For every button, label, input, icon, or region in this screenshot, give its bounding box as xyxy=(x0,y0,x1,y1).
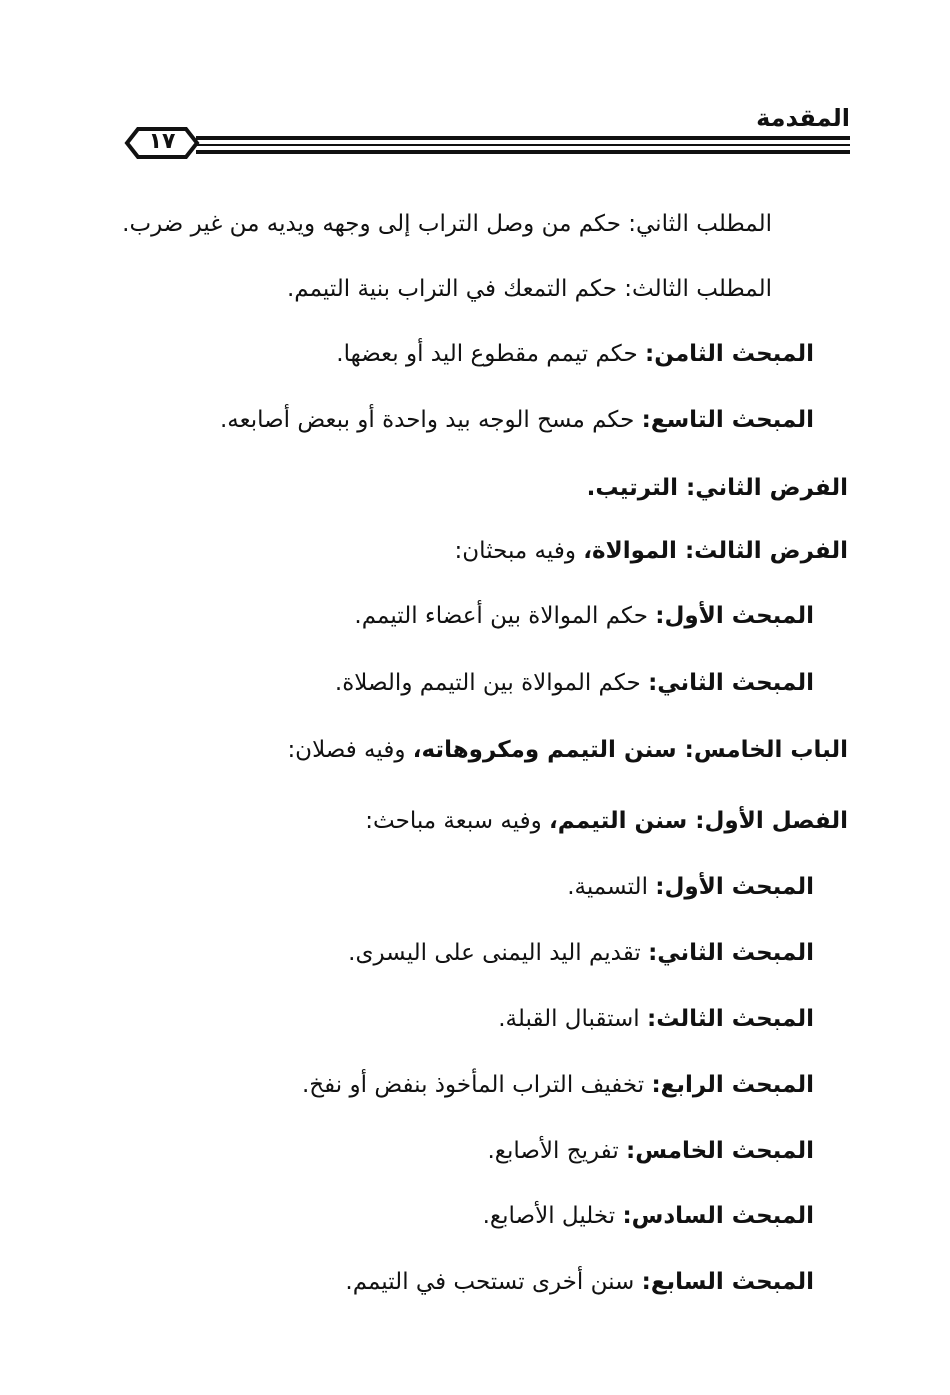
toc-line xyxy=(455,535,848,567)
toc-line-text: تخليل الأصابع. xyxy=(482,1203,623,1229)
toc-line xyxy=(302,1069,814,1101)
toc-line-text: وفيه مبحثان: xyxy=(454,538,584,564)
page-number: ١٧ xyxy=(148,129,176,154)
toc-line xyxy=(335,667,814,699)
toc-line xyxy=(345,1266,814,1298)
toc-line-text: تفريج الأصابع. xyxy=(487,1138,627,1164)
toc-line-text: تقديم اليد اليمنى على اليسرى. xyxy=(348,940,649,966)
toc-line-label: المبحث الثالث: xyxy=(647,1006,814,1032)
toc-line xyxy=(587,472,848,504)
running-header-title: المقدمة xyxy=(756,104,850,132)
toc-line-text: حكم الموالاة بين التيمم والصلاة. xyxy=(334,670,649,696)
toc-line-text: حكم تيمم مقطوع اليد أو بعضها. xyxy=(336,341,646,367)
toc-line-label: المبحث الثاني: xyxy=(648,670,814,696)
toc-line xyxy=(220,404,814,436)
toc-line-text: تخفيف التراب المأخوذ بنفض أو نفخ. xyxy=(302,1072,652,1098)
toc-line xyxy=(287,273,772,305)
toc-line xyxy=(365,805,848,837)
toc-line-label: المبحث الخامس: xyxy=(626,1138,814,1164)
toc-line-label: المبحث الرابع: xyxy=(651,1072,814,1098)
toc-line xyxy=(498,1003,814,1035)
toc-line xyxy=(567,871,814,903)
toc-line-text: التسمية. xyxy=(567,874,656,900)
toc-line-label: الفرض الثاني: xyxy=(686,475,848,501)
toc-line xyxy=(487,1135,814,1167)
toc-line-label: الفصل الأول: سنن التيمم، xyxy=(549,808,848,834)
toc-line-text: استقبال القبلة. xyxy=(498,1006,647,1032)
toc-line-label: المبحث التاسع: xyxy=(641,407,814,433)
toc-line-text: وفيه فصلان: xyxy=(287,737,413,763)
toc-line-label: المبحث السابع: xyxy=(641,1269,814,1295)
page-number-frame xyxy=(124,126,200,160)
toc-line xyxy=(122,208,772,240)
toc-line-text: حكم الموالاة بين أعضاء التيمم. xyxy=(354,603,656,629)
toc-line xyxy=(336,338,814,370)
toc-line-label: المطلب الثاني: xyxy=(628,211,772,237)
toc-line-label: المطلب الثالث: xyxy=(624,276,772,302)
toc-line xyxy=(348,937,814,969)
toc-line-label: الفرض الثالث: الموالاة، xyxy=(583,538,848,564)
header-rule-thick-lower xyxy=(196,150,850,154)
header-rule-thick xyxy=(196,136,850,140)
toc-line xyxy=(483,1200,814,1232)
toc-line-label: المبحث الثامن: xyxy=(645,341,814,367)
toc-line-text: حكم مسح الوجه بيد واحدة أو ببعض أصابعه. xyxy=(219,407,642,433)
toc-line-label: المبحث الأول: xyxy=(655,874,814,900)
toc-line-text: وفيه سبعة مباحث: xyxy=(365,808,550,834)
toc-line-label: المبحث الأول: xyxy=(655,603,814,629)
toc-line-label: المبحث الثاني: xyxy=(648,940,814,966)
toc-line-text: الترتيب. xyxy=(586,475,687,501)
header-rule-thin xyxy=(196,144,850,146)
toc-line-label: الباب الخامس: سنن التيمم ومكروهاته، xyxy=(412,737,848,763)
toc-line-label: المبحث السادس: xyxy=(622,1203,814,1229)
toc-line xyxy=(287,734,848,766)
toc-line xyxy=(354,600,814,632)
toc-line-text: حكم من وصل التراب إلى وجهه ويديه من غير ضرب. xyxy=(122,211,629,237)
toc-line-text: حكم التمعك في التراب بنية التيمم. xyxy=(286,276,625,302)
toc-line-text: سنن أخرى تستحب في التيمم. xyxy=(345,1269,642,1295)
